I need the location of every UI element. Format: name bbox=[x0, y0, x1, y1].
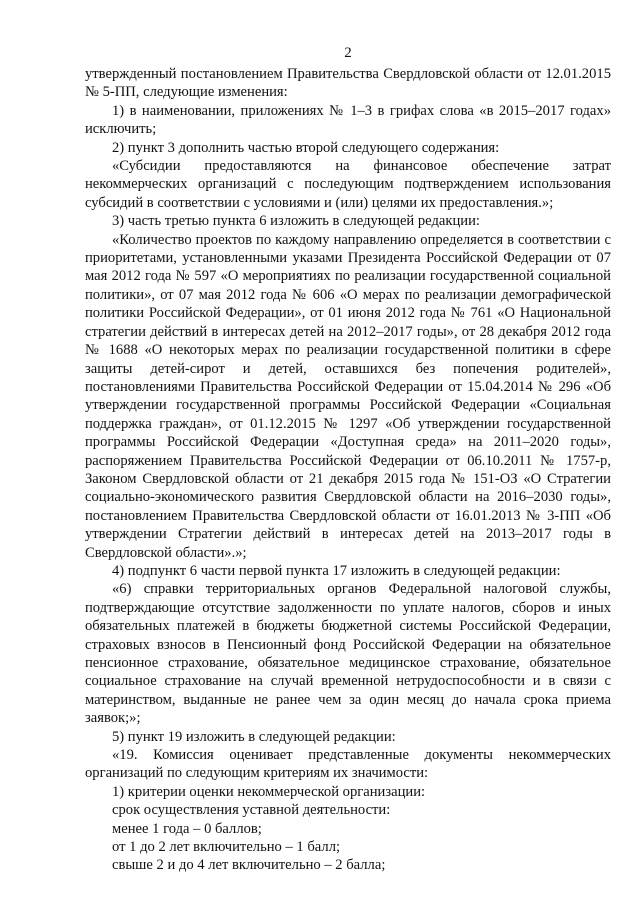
paragraph: менее 1 года – 0 баллов; bbox=[112, 820, 262, 837]
paragraph: от 1 до 2 лет включительно – 1 балл; bbox=[112, 839, 341, 856]
paragraph: 1) критерии оценки некоммерческой организации: bbox=[112, 783, 426, 800]
paragraph: «19. Комиссия оценивает представленные документы некоммерческих организаций по следующим критериям их значимости: bbox=[85, 747, 611, 782]
paragraph: срок осуществления уставной деятельности: bbox=[112, 802, 391, 819]
paragraph: утвержденный постановлением Правительства Свердловской области от 12.01.2015 № 5-ПП, следующие изменения: bbox=[85, 66, 611, 101]
page-number: 2 bbox=[344, 45, 352, 61]
paragraph: 2) пункт 3 дополнить частью второй следующего содержания: bbox=[112, 139, 500, 156]
paragraph: 3) часть третью пункта 6 изложить в следующей редакции: bbox=[112, 213, 480, 230]
paragraph: 4) подпункт 6 части первой пункта 17 изложить в следующей редакции: bbox=[112, 562, 561, 579]
paragraph: свыше 2 и до 4 лет включительно – 2 балла; bbox=[112, 857, 386, 874]
paragraph: 5) пункт 19 изложить в следующей редакции: bbox=[112, 728, 396, 745]
paragraph: «Количество проектов по каждому направлению определяется в соответствии с приоритетами, установленными указами Президента Российской Федерации от 07 мая 2012 года № 597 «О мероприятиях по реализации государственной социальной политики», от 07 мая 2012 года № 606 «О мерах по реализации демографической политики Российской Федерации», от 01 июня 2012 года № 761 «О Национальной стратегии действий в интересах детей на 2012–2017 годы», от 28 декабря 2012 года № 1688 «О некоторых мерах по реализации государственной политики в сфере защиты детей-сирот и детей, оставшихся без попечения родителей», постановлениями Правительства Российской Федерации от 15.04.2014 № 296 «Об утверждении государственной программы Российской Федерации «Социальная поддержка граждан», от 01.12.2015 № 1297 «Об утверждении государственной программы Российской Федерации «Доступная среда» на 2011–2020 годы», распоряжением Правительства Российской Федерации от 06.10.2011 № 1757-р, Законом Свердловской области от 21 декабря 2015 года № 151-ОЗ «О Стратегии социально-экономического развития Свердловской области на 2016–2030 годы», постановлением Правительства Свердловской области от 16.01.2013 № 3-ПП «Об утверждении Стратегии действий в интересах детей на 2013–2017 годы в Свердловской области».»; bbox=[85, 231, 611, 561]
document-body bbox=[85, 65, 611, 875]
paragraph: 1) в наименовании, приложениях № 1–3 в грифах слова «в 2015–2017 годах» исключить; bbox=[85, 102, 611, 138]
paragraph: «6) справки территориальных органов Федеральной налоговой службы, подтверждающие отсутствие задолженности по уплате налогов, сборов и иных обязательных платежей в бюджеты бюджетной системы Российской Федерации, страховых взносов в Пенсионный фонд Российской Федерации на обязательное пенсионное страхование, обязательное медицинское страхование, обязательное социальное страхование на случай временной нетрудоспособности и в связи с материнством, выданные не ранее чем за один месяц до начала срока приема заявок;»; bbox=[85, 581, 611, 727]
paragraph: «Субсидии предоставляются на финансовое обеспечение затрат некоммерческих организаций с последующим подтверждением использования субсидий в соответствии с условиями и (или) целями их предоставления.»; bbox=[85, 158, 611, 211]
